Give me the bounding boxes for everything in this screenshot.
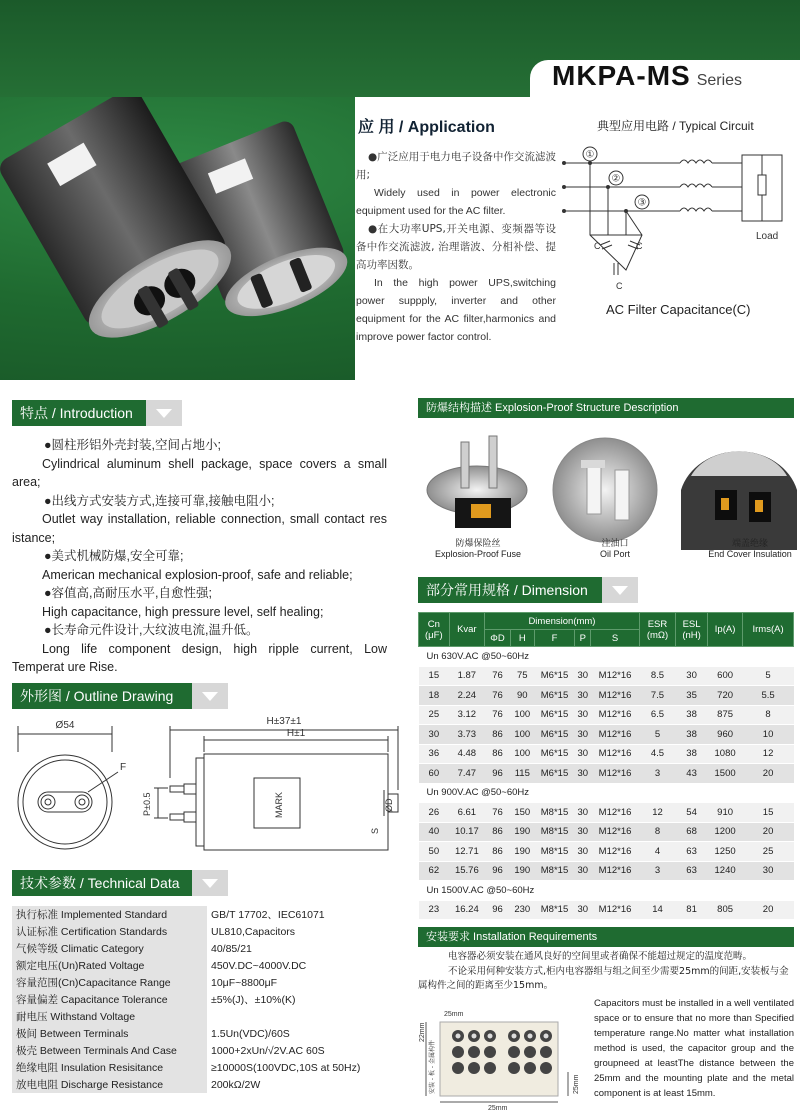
tech-key: 认证标准 Certification Standards: [12, 923, 207, 940]
installation-en-text: Capacitors must be installed in a well ventilated space or to ensure that no more than Specified temperature range.No matter what installation method is used, the capacitor group and the groupneed at leastThe distance between the 25mm and the mounting plate and the metal component is at least 15mm.: [594, 998, 794, 1099]
table-cell: 3.12: [449, 705, 484, 725]
table-cell: 12: [743, 744, 794, 764]
dimension-table: [418, 612, 794, 920]
tech-key: 极间 Between Terminals: [12, 1025, 207, 1042]
intro-list: [12, 436, 387, 677]
caption-cn: 注油口: [601, 538, 629, 548]
tech-value: [207, 1008, 387, 1025]
table-cell: 1200: [708, 822, 743, 842]
table-cell: 60: [419, 764, 450, 784]
table-row: [12, 974, 387, 991]
caption-cn: 防爆保险丝: [455, 538, 501, 548]
intro-item-cn: ●圆柱形铝外壳封装,空间占地小;: [44, 438, 221, 452]
table-cell: M8*15: [534, 900, 575, 920]
table-cell: 8.5: [639, 666, 675, 686]
table-cell: 35: [676, 686, 708, 706]
table-group-row: [419, 881, 794, 901]
application-text: [356, 148, 556, 346]
table-cell: M12*16: [591, 666, 640, 686]
table-cell: 38: [676, 725, 708, 745]
table-cell: 15: [419, 666, 450, 686]
intro-heading-bar: [12, 400, 182, 426]
table-cell: M6*15: [534, 744, 575, 764]
intro-item-en: Cylindrical aluminum shell package, space covers a small area;: [12, 456, 387, 489]
col-ip: Ip(A): [708, 613, 743, 647]
circuit-heading: 典型应用电路 / Typical Circuit: [597, 119, 754, 133]
tech-key: 耐电压 Withstand Voltage: [12, 1008, 207, 1025]
table-cell: M12*16: [591, 744, 640, 764]
table-cell: 6.5: [639, 705, 675, 725]
table-cell: 76: [485, 666, 511, 686]
tech-key: 绝缘电阻 Insulation Resisitance: [12, 1059, 207, 1076]
model-name: MKPA-MS: [552, 60, 691, 91]
installation-heading-bar: [418, 927, 794, 947]
table-cell: M12*16: [591, 900, 640, 920]
table-row: [419, 725, 794, 745]
table-cell: 50: [419, 842, 450, 862]
table-cell: 15: [743, 803, 794, 823]
table-cell: 12: [639, 803, 675, 823]
table-cell: 16.24: [449, 900, 484, 920]
typical-circuit-diagram: [560, 145, 790, 295]
table-cell: 100: [510, 744, 534, 764]
tech-key: 气候等级 Climatic Category: [12, 940, 207, 957]
circuit-node-3: ③: [637, 197, 647, 209]
outline-heading-bar: [12, 683, 228, 709]
chevron-down-icon: [192, 870, 228, 896]
table-cell: 14: [639, 900, 675, 920]
table-cell: 100: [510, 725, 534, 745]
table-cell: M6*15: [534, 764, 575, 784]
table-cell: 100: [510, 705, 534, 725]
table-row: [419, 803, 794, 823]
table-cell: 30: [575, 744, 591, 764]
table-row: [419, 764, 794, 784]
install-label-b: 22mm: [419, 1022, 426, 1042]
table-cell: 7.47: [449, 764, 484, 784]
table-cell: 40: [419, 822, 450, 842]
table-cell: 54: [676, 803, 708, 823]
table-cell: M12*16: [591, 861, 640, 881]
table-row: [12, 1025, 387, 1042]
table-cell: M8*15: [534, 861, 575, 881]
table-cell: M12*16: [591, 822, 640, 842]
series-title: [552, 60, 742, 92]
table-cell: 86: [485, 744, 511, 764]
outline-heading: 外形图 / Outline Drawing: [20, 688, 174, 704]
install-label-plate: 安装 - 板 - 金属构件: [429, 1040, 436, 1094]
table-cell: M12*16: [591, 764, 640, 784]
table-cell: 43: [676, 764, 708, 784]
table-cell: 26: [419, 803, 450, 823]
tech-key: 执行标准 Implemented Standard: [12, 906, 207, 923]
chevron-down-icon: [146, 400, 182, 426]
explosion-caption-cover: [700, 538, 800, 560]
table-cell: M6*15: [534, 666, 575, 686]
table-cell: 30: [575, 822, 591, 842]
install-label-c: 25mm: [488, 1105, 508, 1110]
table-cell: 90: [510, 686, 534, 706]
table-cell: 10: [743, 725, 794, 745]
outline-p-label: P±0.5: [142, 792, 152, 816]
voltage-group-label: Un 630V.AC @50~60Hz: [419, 647, 794, 667]
dimension-heading-bar: [418, 577, 638, 603]
technical-data-table: [12, 906, 387, 1093]
series-label: Series: [696, 72, 743, 89]
intro-heading: 特点 / Introduction: [20, 405, 133, 421]
table-cell: 1240: [708, 861, 743, 881]
table-cell: 30: [575, 803, 591, 823]
table-cell: 12.71: [449, 842, 484, 862]
table-cell: 30: [575, 842, 591, 862]
table-cell: 4: [639, 842, 675, 862]
col-irms: Irms(A): [743, 613, 794, 647]
outline-f-label: F: [120, 762, 127, 773]
circuit-node-2: ②: [611, 173, 621, 185]
tech-value: 450V.DC~4000V.DC: [207, 957, 387, 974]
capacitor-photo: [0, 97, 355, 369]
circuit-node-1: ①: [585, 149, 595, 161]
table-row: [419, 842, 794, 862]
table-cell: 1080: [708, 744, 743, 764]
table-cell: 20: [743, 900, 794, 920]
table-cell: M6*15: [534, 705, 575, 725]
explosion-heading: 防爆结构描述 Explosion-Proof Structure Description: [426, 402, 679, 414]
table-cell: 3: [639, 764, 675, 784]
table-cell: 4.5: [639, 744, 675, 764]
table-cell: 20: [743, 822, 794, 842]
table-row: [12, 957, 387, 974]
table-cell: 63: [676, 842, 708, 862]
table-cell: 25: [419, 705, 450, 725]
table-cell: 1.87: [449, 666, 484, 686]
table-row: [419, 705, 794, 725]
table-row: [12, 991, 387, 1008]
table-cell: 30: [743, 861, 794, 881]
table-cell: M6*15: [534, 686, 575, 706]
table-cell: 86: [485, 822, 511, 842]
circuit-caption: AC Filter Capacitance(C): [606, 302, 751, 317]
table-cell: 1500: [708, 764, 743, 784]
application-en-1: Widely used in power electronic equipment used for the AC filter.: [356, 187, 556, 217]
header-banner: [0, 0, 800, 380]
table-cell: 6.61: [449, 803, 484, 823]
table-cell: 960: [708, 725, 743, 745]
intro-item-en: Long life component design, high ripple current, Low Temperat ure Rise.: [12, 641, 387, 674]
voltage-group-label: Un 1500V.AC @50~60Hz: [419, 881, 794, 901]
tech-value: 200kΩ/2W: [207, 1076, 387, 1093]
table-row: [419, 900, 794, 920]
table-cell: 30: [676, 666, 708, 686]
tech-value: UL810,Capacitors: [207, 923, 387, 940]
col-s: S: [591, 630, 640, 647]
table-cell: M6*15: [534, 725, 575, 745]
table-cell: 63: [676, 861, 708, 881]
tech-key: 容量偏差 Capacitance Tolerance: [12, 991, 207, 1008]
chevron-down-icon: [192, 683, 228, 709]
table-cell: 600: [708, 666, 743, 686]
table-cell: 30: [575, 900, 591, 920]
table-cell: 30: [575, 686, 591, 706]
application-cn-2: ●在大功率UPS,开关电源、变频器等设备中作交流滤波, 治理谐波、分相补偿、提高功率因数。: [356, 223, 556, 271]
circuit-c-1: C: [594, 241, 601, 251]
table-cell: 30: [575, 764, 591, 784]
intro-item-en: High capacitance, high pressure level, self healing;: [42, 604, 324, 619]
table-cell: 2.24: [449, 686, 484, 706]
table-row: [419, 686, 794, 706]
table-cell: 86: [485, 725, 511, 745]
table-cell: 1250: [708, 842, 743, 862]
table-cell: 96: [485, 900, 511, 920]
table-cell: 76: [485, 803, 511, 823]
caption-en: End Cover Insulation: [708, 549, 792, 559]
col-dimension: Dimension(mm): [485, 613, 640, 630]
table-cell: 15.76: [449, 861, 484, 881]
col-f: F: [534, 630, 575, 647]
table-cell: 36: [419, 744, 450, 764]
table-cell: 96: [485, 764, 511, 784]
table-row: [12, 940, 387, 957]
table-cell: 4.48: [449, 744, 484, 764]
table-cell: 96: [485, 861, 511, 881]
caption-cn: 端盖绝缘: [731, 538, 768, 548]
table-cell: 190: [510, 842, 534, 862]
voltage-group-label: Un 900V.AC @50~60Hz: [419, 783, 794, 803]
tech-value: 40/85/21: [207, 940, 387, 957]
col-esl: ESL (nH): [676, 613, 708, 647]
table-cell: M8*15: [534, 803, 575, 823]
intro-item-cn: ●美式机械防爆,安全可靠;: [44, 549, 184, 563]
table-cell: 5: [639, 725, 675, 745]
table-cell: 115: [510, 764, 534, 784]
col-esr: ESR (mΩ): [639, 613, 675, 647]
tech-key: 容量范围(Cn)Capacitance Range: [12, 974, 207, 991]
col-cn: Cn (μF): [419, 613, 450, 647]
table-cell: 190: [510, 822, 534, 842]
table-cell: 30: [575, 725, 591, 745]
circuit-load-label: Load: [756, 231, 779, 242]
outline-h1-label: H±1: [286, 728, 306, 739]
table-cell: 30: [575, 666, 591, 686]
outline-d-label: ØD: [384, 798, 394, 812]
col-kvar: Kvar: [449, 613, 484, 647]
table-cell: 25: [743, 842, 794, 862]
explosion-caption-fuse: [428, 538, 528, 560]
tech-value: ±5%(J)、±10%(K): [207, 991, 387, 1008]
col-p: P: [575, 630, 591, 647]
table-cell: 5.5: [743, 686, 794, 706]
table-cell: 30: [419, 725, 450, 745]
table-row: [419, 822, 794, 842]
caption-en: Oil Port: [599, 549, 630, 559]
outline-mark-label: MARK: [274, 791, 284, 818]
table-row: [12, 923, 387, 940]
table-cell: 30: [575, 705, 591, 725]
table-row: [12, 1059, 387, 1076]
table-row: [12, 1042, 387, 1059]
tech-heading-bar: [12, 870, 228, 896]
installation-cn-text: [418, 950, 796, 994]
intro-item-en: Outlet way installation, reliable connection, small contact res istance;: [12, 512, 387, 545]
table-cell: M12*16: [591, 803, 640, 823]
explosion-caption-oil: [585, 538, 645, 560]
install-label-d: 25mm: [573, 1074, 580, 1094]
table-cell: 76: [485, 686, 511, 706]
application-en-2: In the high power UPS,switching power suppply, inverter and other equipment for the AC filter,harmonics and improve power factor control.: [356, 277, 556, 343]
table-cell: 62: [419, 861, 450, 881]
tech-value: 1.5Un(VDC)/60S: [207, 1025, 387, 1042]
installation-cn-2: 不论采用何种安装方式,柜内电容器组与组之间至少需要25mm的间距,安装板与金属构件之间的距离至少15mm。: [418, 965, 789, 991]
outline-drawing: [8, 712, 400, 862]
table-cell: 10.17: [449, 822, 484, 842]
table-row: [419, 861, 794, 881]
table-cell: M12*16: [591, 842, 640, 862]
table-cell: 8: [743, 705, 794, 725]
tech-key: 额定电压(Un)Rated Voltage: [12, 957, 207, 974]
table-cell: 7.5: [639, 686, 675, 706]
table-cell: M12*16: [591, 705, 640, 725]
application-cn-1: ●广泛应用于电力电子设备中作交流滤波用;: [356, 151, 556, 181]
table-cell: 875: [708, 705, 743, 725]
installation-heading: 安装要求 Installation Requirements: [426, 931, 598, 943]
intro-item-cn: ●出线方式安装方式,连接可靠,接触电阻小;: [44, 493, 275, 508]
table-group-row: [419, 783, 794, 803]
table-cell: 23: [419, 900, 450, 920]
table-row: [419, 666, 794, 686]
intro-item-cn: ●容值高,高耐压水平,自愈性强;: [44, 586, 212, 600]
dimension-table-body: [419, 647, 794, 920]
table-cell: 75: [510, 666, 534, 686]
outline-h37-label: H±37±1: [266, 716, 302, 727]
table-row: [419, 744, 794, 764]
install-label-a: 25mm: [444, 1011, 464, 1018]
tech-key: 极壳 Between Terminals And Case: [12, 1042, 207, 1059]
table-cell: M12*16: [591, 725, 640, 745]
table-cell: 30: [575, 861, 591, 881]
table-cell: 910: [708, 803, 743, 823]
table-cell: 805: [708, 900, 743, 920]
table-cell: 86: [485, 842, 511, 862]
chevron-down-icon: [602, 577, 638, 603]
explosion-heading-bar: [418, 398, 794, 418]
caption-en: Explosion-Proof Fuse: [434, 549, 522, 559]
table-cell: M8*15: [534, 842, 575, 862]
table-cell: 68: [676, 822, 708, 842]
tech-value: GB/T 17702、IEC61071: [207, 906, 387, 923]
table-cell: 150: [510, 803, 534, 823]
table-row: [12, 1076, 387, 1093]
table-cell: 190: [510, 861, 534, 881]
installation-diagram: [418, 1002, 590, 1110]
circuit-c-2: C: [636, 241, 643, 251]
table-cell: 8: [639, 822, 675, 842]
table-cell: M12*16: [591, 686, 640, 706]
table-row: [12, 1008, 387, 1025]
tech-value: ≥10000S(100VDC,10S at 50Hz): [207, 1059, 387, 1076]
outline-s-label: S: [370, 827, 380, 834]
tech-value: 1000+2xUn/√2V.AC 60S: [207, 1042, 387, 1059]
table-cell: 3: [639, 861, 675, 881]
dimension-heading: 部分常用规格 / Dimension: [426, 582, 588, 598]
table-cell: 38: [676, 744, 708, 764]
col-h: H: [510, 630, 534, 647]
application-heading: 应 用 / Application: [358, 119, 495, 136]
tech-heading: 技术参数 / Technical Data: [20, 875, 180, 891]
installation-cn-1: 电容器必须安装在通风良好的空间里或者确保不能超过规定的温度范畴。: [448, 951, 753, 962]
table-cell: 38: [676, 705, 708, 725]
circuit-c-3: C: [616, 281, 623, 291]
table-cell: 81: [676, 900, 708, 920]
table-cell: 720: [708, 686, 743, 706]
table-cell: 5: [743, 666, 794, 686]
table-row: [12, 906, 387, 923]
tech-key: 放电电阻 Discharge Resistance: [12, 1076, 207, 1093]
table-cell: 76: [485, 705, 511, 725]
col-od: ΦD: [485, 630, 511, 647]
table-cell: 230: [510, 900, 534, 920]
table-cell: 3.73: [449, 725, 484, 745]
outline-dia-label: Ø54: [55, 720, 75, 731]
intro-item-cn: ●长寿命元件设计,大纹波电流,温升低。: [44, 623, 259, 637]
table-group-row: [419, 647, 794, 667]
table-cell: 18: [419, 686, 450, 706]
intro-item-en: American mechanical explosion-proof, safe and reliable;: [42, 567, 353, 582]
table-cell: M8*15: [534, 822, 575, 842]
table-cell: 20: [743, 764, 794, 784]
tech-value: 10μF~8800μF: [207, 974, 387, 991]
